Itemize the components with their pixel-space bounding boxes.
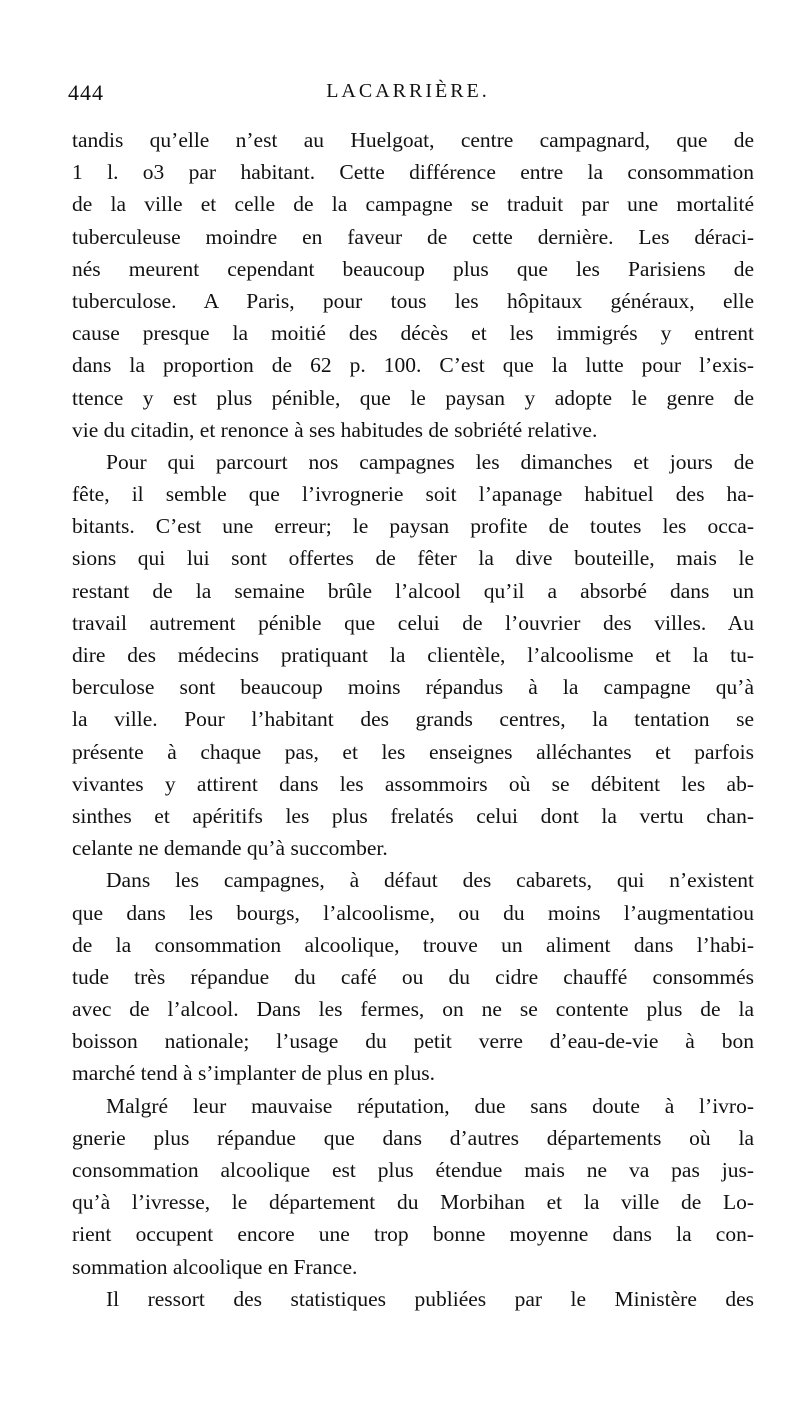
- text-line: Dans les campagnes, à défaut des cabarets, qui n’existent: [106, 868, 754, 893]
- text-line: Pour qui parcourt nos campagnes les dimanches et jours de: [106, 449, 754, 474]
- text-line: rient occupent encore une trop bonne moyenne dans la con-: [72, 1222, 754, 1247]
- text-line: bitants. C’est une erreur; le paysan profite de toutes les occa-: [72, 514, 754, 539]
- text-line: tandis qu’elle n’est au Huelgoat, centre campagnard, que de: [72, 128, 754, 152]
- text-line: Malgré leur mauvaise réputation, due sans doute à l’ivro-: [106, 1093, 754, 1118]
- text-line: restant de la semaine brûle l’alcool qu’il a absorbé dans un: [72, 578, 754, 603]
- text-line: tuberculose. A Paris, pour tous les hôpitaux généraux, elle: [72, 288, 754, 313]
- text-line: sommation alcoolique en France.: [72, 1254, 358, 1279]
- text-line: la ville. Pour l’habitant des grands centres, la tentation se: [72, 707, 754, 732]
- text-line: berculose sont beaucoup moins répandus à la campagne qu’à: [72, 675, 754, 700]
- text-line: marché tend à s’implanter de plus en plus.: [72, 1061, 436, 1086]
- body-text: [72, 124, 754, 1315]
- text-line: tuberculeuse moindre en faveur de cette dernière. Les déraci-: [72, 224, 754, 249]
- text-line: gnerie plus répandue que dans d’autres départements où la: [72, 1125, 754, 1150]
- text-line: consommation alcoolique est plus étendue mais ne va pas jus-: [72, 1158, 754, 1182]
- page-number: 444: [68, 80, 104, 105]
- text-line: vivantes y attirent dans les assommoirs où se débitent les ab-: [72, 771, 754, 796]
- text-line: ttence y est plus pénible, que le paysan y adopte le genre de: [72, 385, 754, 410]
- text-line: dans la proportion de 62 p. 100. C’est que la lutte pour l’exis-: [72, 353, 754, 378]
- page-header: [68, 80, 748, 110]
- text-line: fête, il semble que l’ivrognerie soit l’apanage habituel des ha-: [72, 482, 754, 507]
- text-line: de la consommation alcoolique, trouve un aliment dans l’habi-: [72, 932, 754, 957]
- text-line: 1 l. o3 par habitant. Cette différence entre la consommation: [72, 160, 754, 185]
- text-line: de la ville et celle de la campagne se traduit par une mortalité: [72, 192, 754, 217]
- text-line: Il ressort des statistiques publiées par le Ministère des: [106, 1286, 754, 1311]
- text-line: cause presque la moitié des décès et les immigrés y entrent: [72, 321, 754, 346]
- text-line: tude très répandue du café ou du cidre chauffé consommés: [72, 964, 754, 989]
- text-line: présente à chaque pas, et les enseignes alléchantes et parfois: [72, 739, 754, 764]
- text-line: nés meurent cependant beaucoup plus que les Parisiens de: [72, 256, 754, 281]
- text-line: dire des médecins pratiquant la clientèle, l’alcoolisme et la tu-: [72, 643, 754, 667]
- text-line: avec de l’alcool. Dans les fermes, on ne se contente plus de la: [72, 997, 754, 1022]
- running-head: LACARRIÈRE.: [326, 80, 490, 102]
- text-line: travail autrement pénible que celui de l’ouvrier des villes. Au: [72, 610, 754, 635]
- text-line: vie du citadin, et renonce à ses habitudes de sobriété relative.: [72, 417, 598, 442]
- text-line: celante ne demande qu’à succomber.: [72, 836, 388, 861]
- text-line: qu’à l’ivresse, le département du Morbihan et la ville de Lo-: [72, 1190, 754, 1215]
- text-line: sions qui lui sont offertes de fêter la dive bouteille, mais le: [72, 546, 754, 571]
- text-line: boisson nationale; l’usage du petit verre d’eau-de-vie à bon: [72, 1029, 754, 1054]
- text-line: que dans les bourgs, l’alcoolisme, ou du moins l’augmentatiou: [72, 900, 754, 925]
- text-line: sinthes et apéritifs les plus frelatés celui dont la vertu chan-: [72, 803, 754, 828]
